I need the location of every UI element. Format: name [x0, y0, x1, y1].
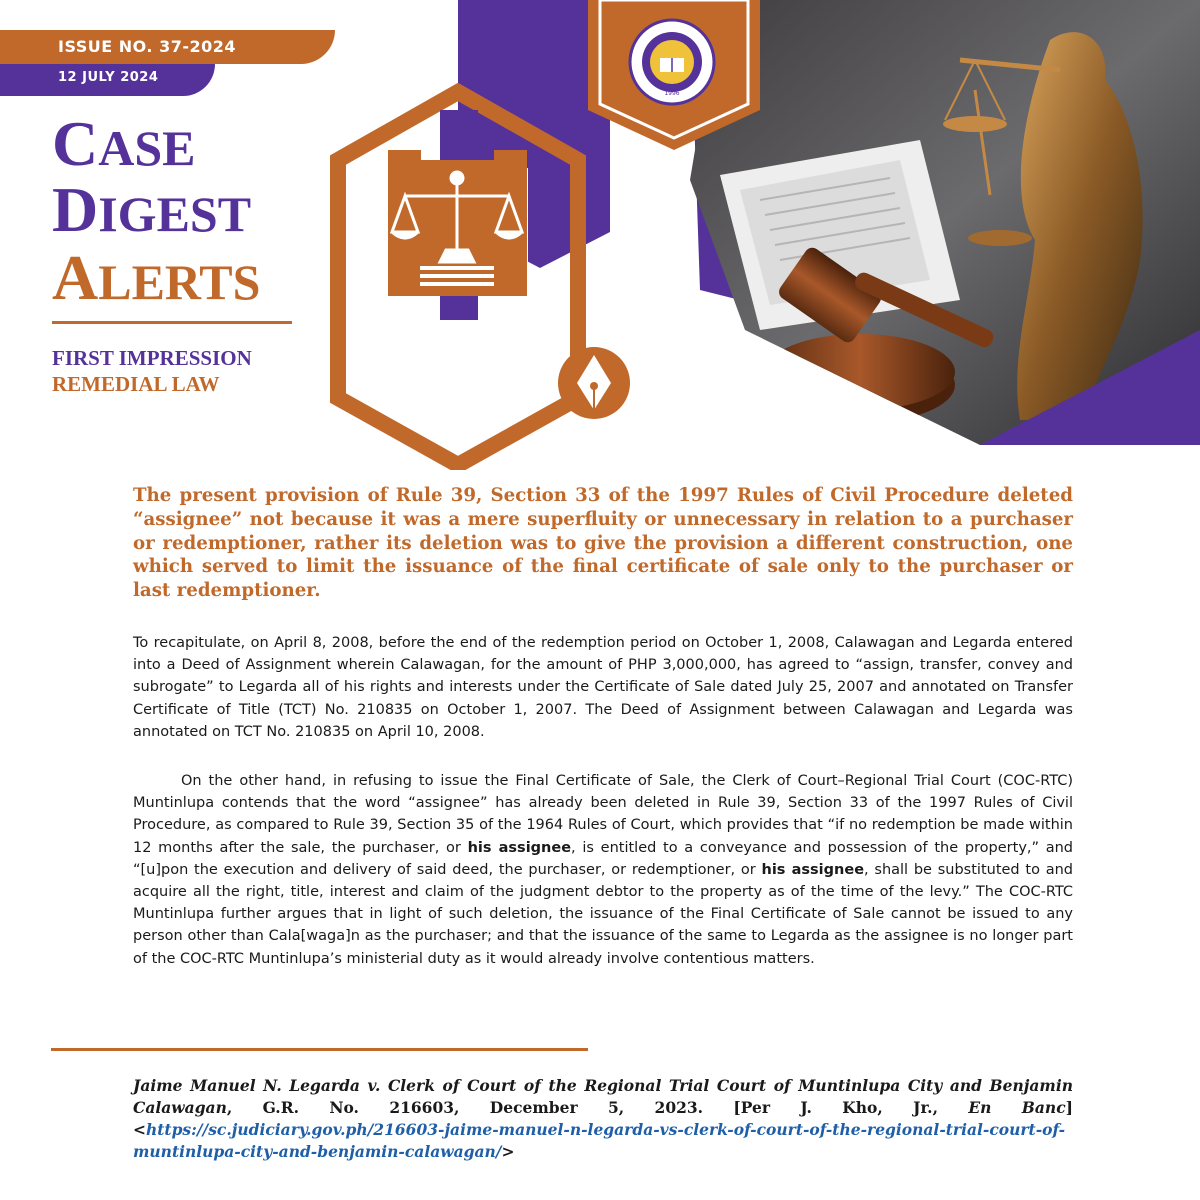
subtitle-first-impression: FIRST IMPRESSION [52, 346, 252, 370]
svg-text:1996: 1996 [664, 90, 680, 97]
court-seal [630, 20, 714, 104]
issue-date: 12 JULY 2024 [58, 70, 159, 85]
issue-tab [0, 30, 335, 64]
emphasis-his-assignee: his assignee [467, 839, 572, 856]
case-title: Jaime Manuel N. Legarda v. Clerk of Court of the Regional Trial Court of Muntinlupa City and Benjamin Calawagan [133, 1076, 1073, 1117]
case-link[interactable]: https://sc.judiciary.gov.ph/216603-jaime-manuel-n-legarda-vs-clerk-of-court-of-the-regional-trial-court-of-muntinlupa-city-and-benjamin-calawagan/ [133, 1120, 1066, 1161]
subtitle-remedial-law: REMEDIAL LAW [52, 372, 220, 396]
lead-paragraph: The present provision of Rule 39, Section 33 of the 1997 Rules of Civil Procedure deleted “assignee” not because it was a mere superfluity or unnecessary in relation to a purchaser or redemptioner, rather its deletion was to give the provision a different construction, one which served to limit the issuance of the final certificate of sale only to the purchaser or last redemptioner. [133, 485, 1073, 602]
footnote-divider [51, 1048, 588, 1051]
emphasis-his-assignee: his assignee [761, 861, 865, 878]
body-paragraph-2: On the other hand, in refusing to issue the Final Certificate of Sale, the Clerk of Court–Regional Trial Court (COC-RTC) Muntinlupa contends that the word “assignee” has already been deleted in Rule 39, Section 33 of the 1997 Rules of Civil Procedure, as compared to Rule 39, Section 35 of the 1964 Rules of Court, which provides that “if no redemption be made within 12 months after the sale, the purchaser, or his assignee, is entitled to a conveyance and possession of the property,” and “[u]pon the execution and delivery of said deed, the purchaser, or redemptioner, or his assignee, shall be substituted to and acquire all the right, title, interest and claim of the judgment debtor to the property as of the time of the levy.” The COC-RTC Muntinlupa further argues that in light of such deletion, the issuance of the Final Certificate of Sale cannot be issued to any person other than Cala[waga]n as the purchaser; and that the issuance of the same to Legarda as the assignee is no longer part of the COC-RTC Muntinlupa’s ministerial duty as it would already involve contentious matters. [133, 773, 1074, 967]
issue-number: ISSUE NO. 37-2024 [58, 37, 236, 56]
title-divider [52, 321, 292, 324]
title-line-digest: DIGEST [52, 174, 252, 245]
date-tab [0, 64, 215, 96]
body-paragraph-1: To recapitulate, on April 8, 2008, before the end of the redemption period on October 1, 2008, Calawagan and Legarda entered into a Deed of Assignment wherein Calawagan, for the amount of PHP 3,000,000, has agreed to “assign, transfer, convey and subrogate” to Legarda all of his rights and interests under the Certificate of Sale dated July 25, 2007 and annotated on Transfer Certificate of Title (TCT) No. 210835 on October 1, 2007. The Deed of Assignment between Calawagan and Legarda was annotated on TCT No. 210835 on April 10, 2008. [133, 635, 1073, 740]
case-citation: Jaime Manuel N. Legarda v. Clerk of Court of the Regional Trial Court of Muntinlupa City and Benjamin Calawagan, G.R. No. 216603, December 5, 2023. [Per J. Kho, Jr., En Banc] <https://sc.judiciary.gov.ph/216603-jaime-manuel-n-legarda-vs-clerk-of-court-of-the-regional-trial-court-of-muntinlupa-city-and-benjamin-calawagan/> [133, 1076, 1073, 1161]
title-line-case: CASE [52, 108, 196, 179]
title-line-alerts: ALERTS [52, 242, 261, 313]
fountain-pen-nib-icon [558, 347, 630, 419]
